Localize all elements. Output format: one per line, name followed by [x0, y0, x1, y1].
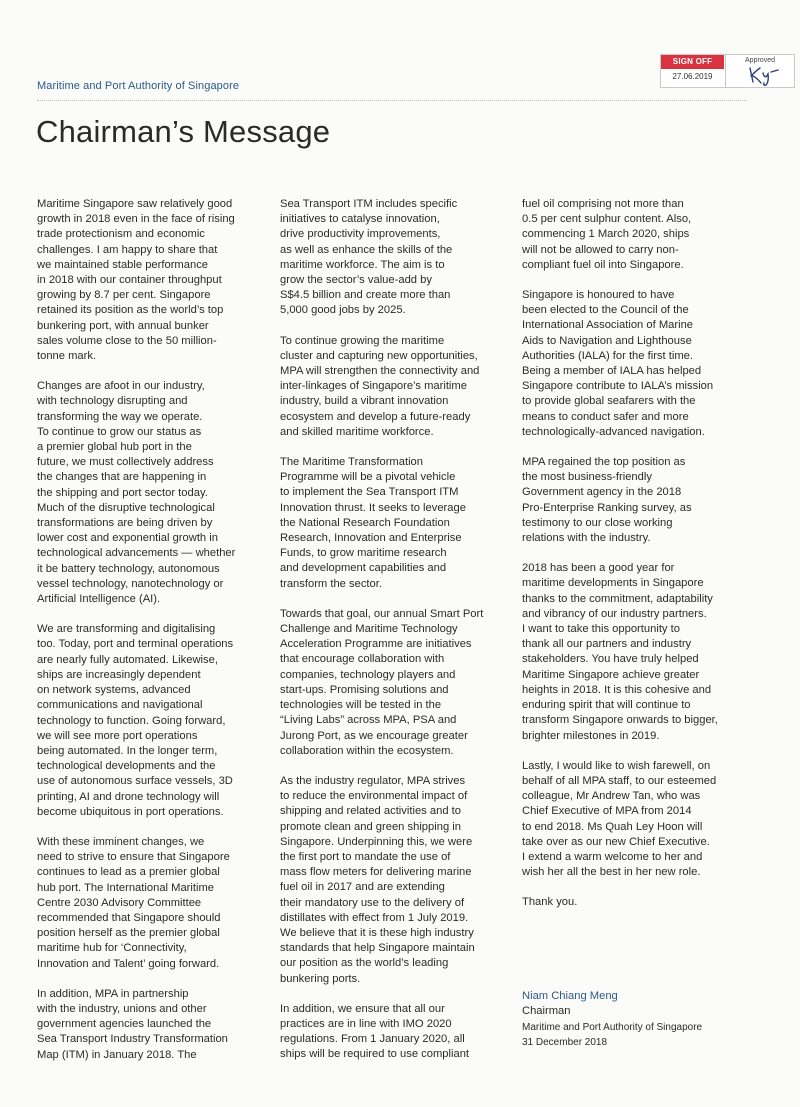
page-title: Chairman’s Message [36, 114, 331, 149]
header-rule [37, 100, 747, 101]
stamp-label: SIGN OFF [661, 55, 724, 69]
paragraph: Towards that goal, our annual Smart Port Challenge and Maritime Technology Acceleration Programme are initiatives that encourage collaboration with companies, technology players and start-ups. Promising solutions and technologies will be tested in the “Living Labs” across MPA, PSA and Jurong Port, as we encourage greater collaboration within the ecosystem. [280, 607, 484, 757]
paragraph: Maritime Singapore saw relatively good growth in 2018 even in the face of rising trade protectionism and economic challenges. I am happy to share that we maintained stable performance in 2018 with our container throughput growing by 8.7 per cent. Singapore retained its position as the world’s top bunkering port, with annual bunker sales volume close to the 50 million- tonne mark. [37, 198, 235, 363]
text-column-1 [37, 197, 273, 1078]
handwritten-signature-icon [747, 64, 783, 86]
paragraph: To continue growing the maritime cluster and capturing new opportunities, MPA will strengthen the connectivity and inter-linkages of Singapore’s maritime industry, build a vibrant innovation ecosystem and develop a future-ready and skilled maritime workforce. [280, 334, 480, 438]
paragraph: We are transforming and digitalising too. Today, port and terminal operations are nearly fully automated. Likewise, ships are increasingly dependent on network systems, advanced communications and navigational technology to function. Going forward, we will see more port operations being automated. In the longer term, technological developments and the use of autonomous surface vessels, 3D printing, AI and drone technology will become ubiquitous in port operations. [37, 623, 234, 818]
text-column-3 [522, 197, 770, 1051]
paragraph: The Maritime Transformation Programme will be a pivotal vehicle to implement the Sea Transport ITM Innovation thrust. It seeks to leverage the National Research Foundation Research, Innovation and Enterprise Funds, to grow maritime research and development capabilities and transform the sector. [280, 456, 466, 590]
paragraph: fuel oil comprising not more than 0.5 per cent sulphur content. Also, commencing 1 March 2020, ships will not be allowed to carry non- compliant fuel oil into Singapore. [522, 198, 692, 271]
organization-name: Maritime and Port Authority of Singapore [37, 80, 240, 92]
stamp-approved-label: Approved [745, 57, 775, 64]
signature-date: 31 December 2018 [522, 1037, 608, 1049]
signatory-organization: Maritime and Port Authority of Singapore [522, 1021, 703, 1033]
stamp-date: 27.06.2019 [672, 72, 713, 81]
text-column-2 [280, 197, 512, 1078]
paragraph: Singapore is honoured to have been elected to the Council of the International Association of Marine Aids to Navigation and Lighthouse Authorities (IALA) for the first time. Being a member of IALA has helped Singapore contribute to IALA’s mission to provide global seafarers with the means to conduct safer and more technologically-advanced navigation. [522, 289, 714, 438]
signatory-role: Chairman [522, 1005, 571, 1018]
signature-block [522, 989, 770, 1051]
paragraph: In addition, MPA in partnership with the industry, unions and other government agencies launched the Sea Transport Industry Transformation Map (ITM) in January 2018. The [37, 987, 228, 1061]
paragraph: Sea Transport ITM includes specific initiatives to catalyse innovation, drive productivity improvements, as well as enhance the skills of the maritime workforce. The aim is to grow the sector’s value-add by S$4.5 billion and create more than 5,000 good jobs by 2025. [280, 198, 458, 317]
sign-off-stamp [660, 54, 795, 88]
paragraph: 2018 has been a good year for maritime developments in Singapore thanks to the commitment, adaptability and vibrancy of our industry partners. I want to take this opportunity to thank all our partners and industry stakeholders. You have truly helped Maritime Singapore achieve greater heights in 2018. It is this cohesive and enduring spirit that will continue to transform Singapore onwards to bigger, brighter milestones in 2019. [522, 562, 718, 742]
paragraph: In addition, we ensure that all our practices are in line with IMO 2020 regulations. From 1 January 2020, all ships will be required to use compliant [280, 1002, 470, 1061]
paragraph: With these imminent changes, we need to strive to ensure that Singapore continues to lead as a premier global hub port. The International Maritime Centre 2030 Advisory Committee recommended that Singapore should position herself as the premier global maritime hub for ‘Connectivity, Innovation and Talent’ going forward. [37, 835, 230, 970]
paragraph: MPA regained the top position as the most business-friendly Government agency in the 2018 Pro-Enterprise Ranking survey, as testimony to our close working relations with the industry. [522, 456, 692, 545]
paragraph: As the industry regulator, MPA strives to reduce the environmental impact of shipping and related activities and to promote clean and green shipping in Singapore. Underpinning this, we were the first port to mandate the use of mass flow meters for delivering marine fuel oil in 2017 and are extending their mandatory use to the delivery of distillates with effect from 1 July 2019. We believe that it is these high industry standards that help Singapore maintain our position as the world’s leading bunkering ports. [280, 774, 475, 985]
paragraph: Lastly, I would like to wish farewell, on behalf of all MPA staff, to our esteemed colleague, Mr Andrew Tan, who was Chief Executive of MPA from 2014 to end 2018. Ms Quah Ley Hoon will take over as our new Chief Executive. I extend a warm welcome to her and wish her all the best in her new role. [522, 759, 717, 879]
signatory-name: Niam Chiang Meng [522, 989, 618, 1002]
paragraph: Changes are afoot in our industry, with technology disrupting and transforming the way we operate. To continue to grow our status as a premier global hub port in the future, we must collectively address the changes that are happening in the shipping and port sector today. Much of the disruptive technological transformations are being driven by lower cost and exponential growth in technological advancements — whether it be battery technology, autonomous vessel technology, nanotechnology or Artificial Intelligence (AI). [37, 380, 236, 606]
paragraph: Thank you. [522, 896, 578, 909]
stamp-divider [725, 55, 726, 87]
